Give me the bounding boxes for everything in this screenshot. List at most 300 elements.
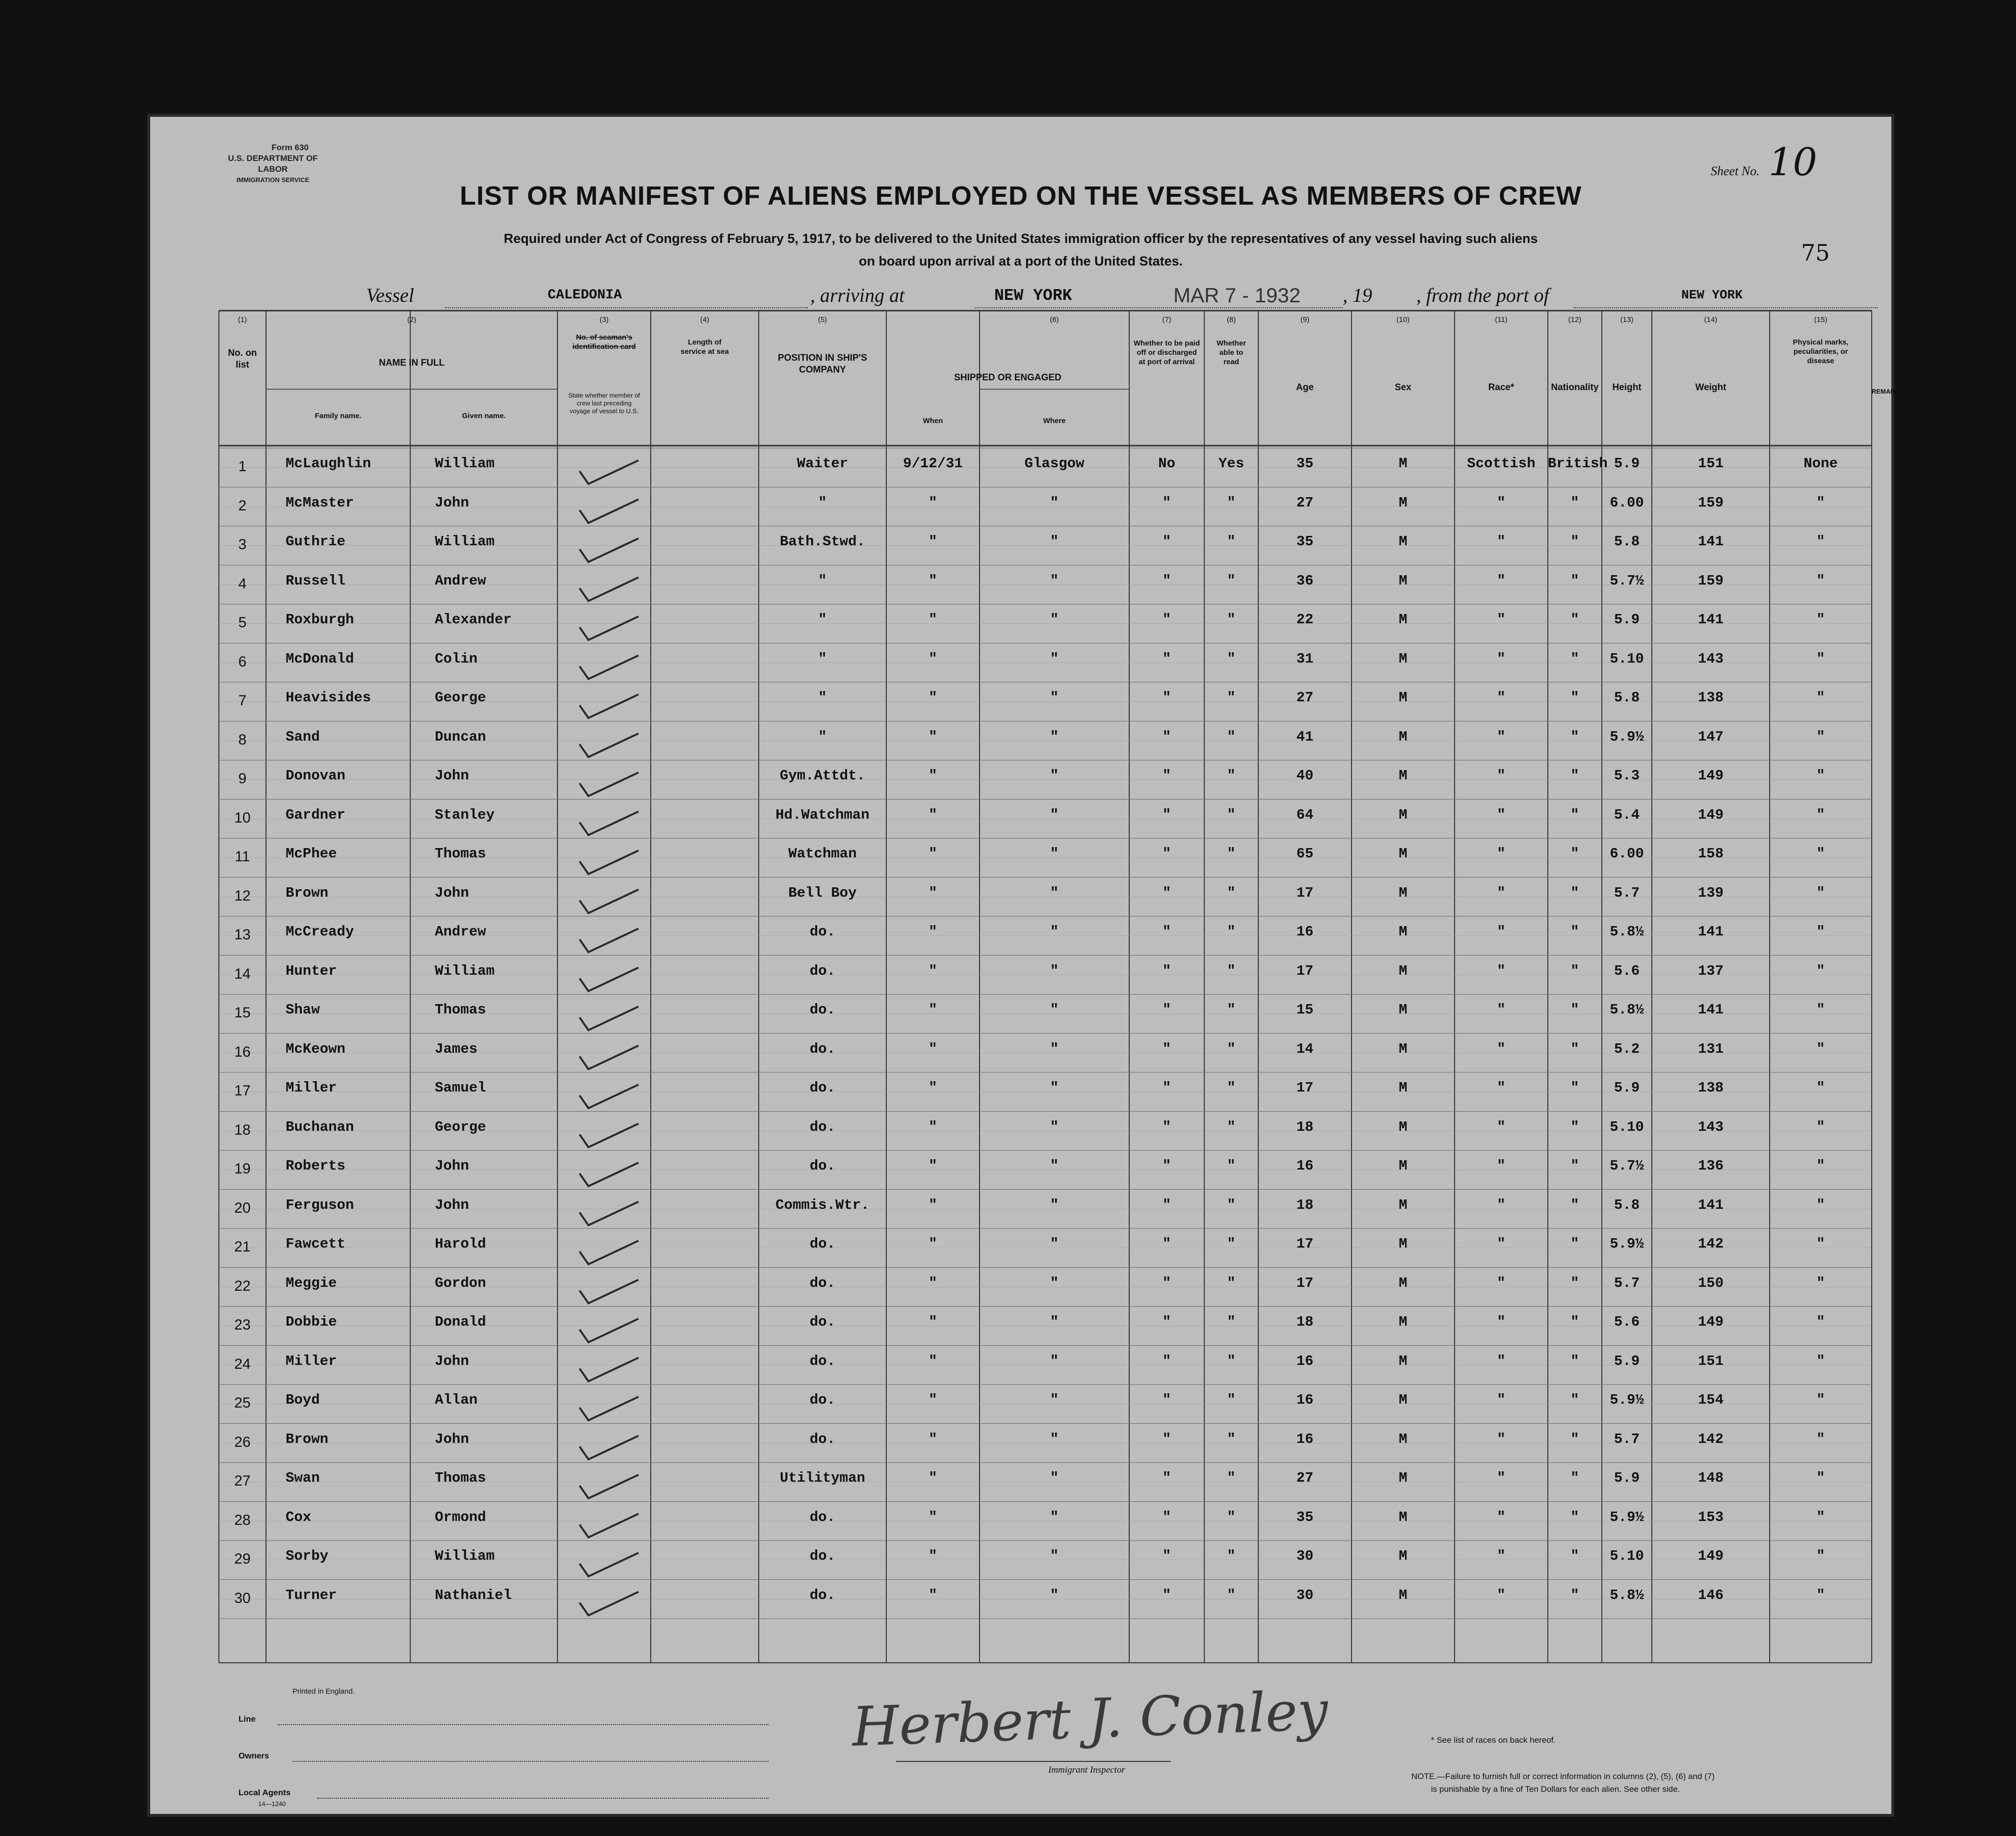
race-cell: " xyxy=(1497,1275,1506,1291)
given-name-cell: Colin xyxy=(435,650,478,667)
checkmark-icon xyxy=(580,500,638,523)
row-number: 18 xyxy=(234,1121,251,1138)
weight-cell: 141 xyxy=(1698,1002,1724,1018)
year-label: , 19 xyxy=(1343,284,1372,306)
where-cell: " xyxy=(1050,1470,1059,1486)
height-cell: 5.9½ xyxy=(1610,1236,1644,1252)
weight-cell: 141 xyxy=(1698,924,1724,940)
age-cell: 16 xyxy=(1296,1431,1314,1447)
where-cell: " xyxy=(1050,884,1059,901)
paid-off-cell: " xyxy=(1162,1158,1171,1174)
where-cell: " xyxy=(1050,1314,1059,1330)
row-number: 19 xyxy=(234,1161,251,1177)
read-cell: " xyxy=(1227,1080,1236,1096)
weight-cell: 141 xyxy=(1698,533,1724,550)
when-cell: " xyxy=(928,846,937,862)
row-number: 12 xyxy=(234,887,251,904)
given-name-cell: John xyxy=(435,1431,469,1447)
read-cell: " xyxy=(1227,1197,1236,1213)
family-name-cell: Brown xyxy=(286,1431,329,1447)
paid-off-cell: " xyxy=(1162,806,1171,823)
race-cell: " xyxy=(1497,650,1506,667)
where-cell: " xyxy=(1050,533,1059,550)
position-cell: do. xyxy=(809,1353,836,1369)
col-num-9: (9) xyxy=(1300,316,1310,324)
signature-line xyxy=(896,1761,1171,1762)
checkmark-icon xyxy=(580,890,638,913)
read-cell: " xyxy=(1227,1040,1236,1057)
paid-off-cell: " xyxy=(1162,1353,1171,1369)
given-name-cell: George xyxy=(435,690,486,706)
weight-cell: 154 xyxy=(1698,1392,1724,1408)
marks-cell: " xyxy=(1816,1040,1825,1057)
corner-number: 75 xyxy=(1801,239,1830,266)
when-cell: " xyxy=(928,1080,937,1096)
row-number: 20 xyxy=(234,1199,251,1216)
nationality-cell: " xyxy=(1570,1080,1579,1096)
marks-cell: " xyxy=(1816,728,1825,745)
age-cell: 30 xyxy=(1296,1587,1314,1603)
position-cell: do. xyxy=(809,1080,836,1096)
paid-off-cell: " xyxy=(1162,1314,1171,1330)
nationality-cell: " xyxy=(1570,1314,1579,1330)
position-cell: do. xyxy=(809,1118,836,1135)
subtitle-line-1: Required under Act of Congress of February 5, 1917, to be delivered to the United States immigration officer by the representatives of any vessel having such aliens xyxy=(504,231,1538,246)
position-cell: do. xyxy=(809,1392,836,1408)
weight-cell: 148 xyxy=(1698,1470,1724,1486)
paid-off-cell: " xyxy=(1162,690,1171,706)
family-name-cell: McKeown xyxy=(286,1040,345,1057)
nationality-cell: " xyxy=(1570,1392,1579,1408)
col-num-13: (13) xyxy=(1620,316,1634,324)
read-cell: " xyxy=(1227,533,1236,550)
paid-off-cell: No xyxy=(1158,455,1175,472)
read-cell: Yes xyxy=(1218,455,1245,472)
family-name-cell: McLaughlin xyxy=(286,455,371,472)
family-name-cell: Cox xyxy=(286,1509,312,1525)
where-cell: " xyxy=(1050,690,1059,706)
paid-off-cell: " xyxy=(1162,1470,1171,1486)
paid-off-cell: " xyxy=(1162,1040,1171,1057)
position-cell: do. xyxy=(809,1040,836,1057)
when-cell: " xyxy=(928,1392,937,1408)
checkmark-icon xyxy=(580,656,638,679)
header-remarks: REMARKS xyxy=(1872,388,1904,395)
printed-in: Printed in England. xyxy=(292,1687,355,1696)
checkmark-icon xyxy=(580,1280,638,1304)
marks-cell: " xyxy=(1816,962,1825,979)
race-cell: " xyxy=(1497,1587,1506,1603)
sex-cell: M xyxy=(1399,1431,1407,1447)
header-physical-marks: Physical marks, peculiarities, or disease xyxy=(1793,338,1849,365)
sex-cell: M xyxy=(1399,924,1407,940)
local-agents-label: Local Agents xyxy=(239,1788,291,1797)
nationality-cell: " xyxy=(1570,1002,1579,1018)
position-cell: " xyxy=(818,572,827,589)
when-cell: " xyxy=(928,1158,937,1174)
nationality-cell: " xyxy=(1570,1353,1579,1369)
sex-cell: M xyxy=(1399,494,1407,511)
position-cell: Bell Boy xyxy=(788,884,857,901)
marks-cell: None xyxy=(1804,455,1838,472)
where-cell: " xyxy=(1050,1587,1059,1603)
marks-cell: " xyxy=(1816,1548,1825,1564)
where-cell: " xyxy=(1050,494,1059,511)
from-label: , from the port of xyxy=(1416,284,1549,306)
position-cell: do. xyxy=(809,1509,836,1525)
family-name-cell: Heavisides xyxy=(286,690,371,706)
given-name-cell: Thomas xyxy=(435,1470,486,1486)
where-cell: " xyxy=(1050,768,1059,784)
height-cell: 5.8 xyxy=(1614,533,1640,550)
position-cell: " xyxy=(818,690,827,706)
sex-cell: M xyxy=(1399,1236,1407,1252)
age-cell: 35 xyxy=(1296,455,1314,472)
header-paid-off: Whether to be paid off or discharged at port of arrival xyxy=(1134,339,1200,366)
height-cell: 5.9 xyxy=(1614,455,1640,472)
race-cell: " xyxy=(1497,1314,1506,1330)
paid-off-cell: " xyxy=(1162,1002,1171,1018)
given-name-cell: Andrew xyxy=(435,924,486,940)
read-cell: " xyxy=(1227,1548,1236,1564)
nationality-cell: " xyxy=(1570,962,1579,979)
nationality-cell: " xyxy=(1570,806,1579,823)
paid-off-cell: " xyxy=(1162,1431,1171,1447)
when-cell: " xyxy=(928,924,937,940)
where-cell: " xyxy=(1050,650,1059,667)
height-cell: 6.00 xyxy=(1610,846,1644,862)
sex-cell: M xyxy=(1399,650,1407,667)
age-cell: 16 xyxy=(1296,1353,1314,1369)
when-cell: " xyxy=(928,1040,937,1057)
nationality-cell: " xyxy=(1570,768,1579,784)
nationality-cell: " xyxy=(1570,1470,1579,1486)
family-name-cell: Boyd xyxy=(286,1392,320,1408)
col-num-2: (2) xyxy=(407,316,417,324)
race-cell: " xyxy=(1497,768,1506,784)
header-family-name: Family name. xyxy=(315,412,362,420)
weight-cell: 141 xyxy=(1698,612,1724,628)
header-length-service: Length of service at sea xyxy=(680,338,729,356)
sex-cell: M xyxy=(1399,455,1407,472)
nationality-cell: " xyxy=(1570,612,1579,628)
marks-cell: " xyxy=(1816,650,1825,667)
paid-off-cell: " xyxy=(1162,612,1171,628)
read-cell: " xyxy=(1227,962,1236,979)
header-height: Height xyxy=(1612,382,1642,393)
when-cell: " xyxy=(928,768,937,784)
checkmark-icon xyxy=(580,1241,638,1264)
when-cell: " xyxy=(928,533,937,550)
age-cell: 15 xyxy=(1296,1002,1314,1018)
sex-cell: M xyxy=(1399,1118,1407,1135)
read-cell: " xyxy=(1227,1353,1236,1369)
vessel-name: CALEDONIA xyxy=(548,288,622,303)
where-cell: " xyxy=(1050,1392,1059,1408)
height-cell: 5.7 xyxy=(1614,884,1640,901)
note-line-2: is punishable by a fine of Ten Dollars for each alien. See other side. xyxy=(1431,1784,1680,1794)
where-cell: " xyxy=(1050,1158,1059,1174)
paid-off-cell: " xyxy=(1162,728,1171,745)
sex-cell: M xyxy=(1399,1040,1407,1057)
marks-cell: " xyxy=(1816,690,1825,706)
read-cell: " xyxy=(1227,1118,1236,1135)
age-cell: 27 xyxy=(1296,690,1314,706)
weight-cell: 151 xyxy=(1698,455,1724,472)
nationality-cell: " xyxy=(1570,1040,1579,1057)
when-cell: " xyxy=(928,690,937,706)
col-num-1: (1) xyxy=(238,316,247,324)
age-cell: 18 xyxy=(1296,1118,1314,1135)
checkmark-icon xyxy=(580,1475,638,1498)
height-cell: 5.10 xyxy=(1610,1548,1644,1564)
row-number: 8 xyxy=(238,731,247,748)
col-num-12: (12) xyxy=(1568,316,1582,324)
given-name-cell: Ormond xyxy=(435,1509,486,1525)
family-name-cell: Swan xyxy=(286,1470,320,1486)
header-name-in-full: NAME IN FULL xyxy=(378,358,445,368)
given-name-cell: Samuel xyxy=(435,1080,486,1096)
given-name-cell: Nathaniel xyxy=(435,1587,512,1603)
col-num-7: (7) xyxy=(1162,316,1171,324)
where-cell: " xyxy=(1050,924,1059,940)
race-cell: " xyxy=(1497,1080,1506,1096)
paid-off-cell: " xyxy=(1162,884,1171,901)
marks-cell: " xyxy=(1816,1509,1825,1525)
weight-cell: 149 xyxy=(1698,1548,1724,1564)
sex-cell: M xyxy=(1399,884,1407,901)
when-cell: " xyxy=(928,1197,937,1213)
nationality-cell: " xyxy=(1570,846,1579,862)
sex-cell: M xyxy=(1399,1158,1407,1174)
from-port: NEW YORK xyxy=(1681,288,1743,302)
where-cell: " xyxy=(1050,962,1059,979)
age-cell: 22 xyxy=(1296,612,1314,628)
weight-cell: 131 xyxy=(1698,1040,1724,1057)
row-number: 17 xyxy=(234,1083,251,1099)
paid-off-cell: " xyxy=(1162,494,1171,511)
row-number: 15 xyxy=(234,1005,251,1021)
row-number: 16 xyxy=(234,1043,251,1060)
when-cell: " xyxy=(928,1431,937,1447)
sex-cell: M xyxy=(1399,1392,1407,1408)
sex-cell: M xyxy=(1399,1353,1407,1369)
marks-cell: " xyxy=(1816,806,1825,823)
height-cell: 5.7 xyxy=(1614,1275,1640,1291)
height-cell: 5.8½ xyxy=(1610,1002,1644,1018)
given-name-cell: Thomas xyxy=(435,1002,486,1018)
paid-off-cell: " xyxy=(1162,1236,1171,1252)
where-cell: " xyxy=(1050,1275,1059,1291)
given-name-cell: James xyxy=(435,1040,478,1057)
col-num-8: (8) xyxy=(1226,316,1236,324)
race-cell: " xyxy=(1497,1431,1506,1447)
height-cell: 5.10 xyxy=(1610,650,1644,667)
position-cell: " xyxy=(818,728,827,745)
checkmark-icon xyxy=(580,1319,638,1342)
paid-off-cell: " xyxy=(1162,1118,1171,1135)
race-cell: " xyxy=(1497,1470,1506,1486)
when-cell: " xyxy=(928,1470,937,1486)
family-name-cell: Miller xyxy=(286,1353,337,1369)
header-seaman-card: No. of seaman's identification card xyxy=(572,333,636,351)
col-num-14: (14) xyxy=(1704,316,1718,324)
marks-cell: " xyxy=(1816,846,1825,862)
read-cell: " xyxy=(1227,572,1236,589)
checkmark-icon xyxy=(580,1358,638,1382)
where-cell: " xyxy=(1050,806,1059,823)
row-number: 21 xyxy=(234,1239,251,1255)
age-cell: 30 xyxy=(1296,1548,1314,1564)
given-name-cell: Duncan xyxy=(435,728,486,745)
race-cell: " xyxy=(1497,1002,1506,1018)
nationality-cell: " xyxy=(1570,1548,1579,1564)
sex-cell: M xyxy=(1399,1470,1407,1486)
header-position: POSITION IN SHIP'S COMPANY xyxy=(778,353,867,375)
family-name-cell: Gardner xyxy=(286,806,345,823)
height-cell: 5.10 xyxy=(1610,1118,1644,1135)
weight-cell: 149 xyxy=(1698,806,1724,823)
header-weight: Weight xyxy=(1695,382,1726,393)
when-cell: " xyxy=(928,728,937,745)
paid-off-cell: " xyxy=(1162,572,1171,589)
race-cell: " xyxy=(1497,690,1506,706)
read-cell: " xyxy=(1227,1470,1236,1486)
marks-cell: " xyxy=(1816,1197,1825,1213)
nationality-cell: " xyxy=(1570,1431,1579,1447)
row-number: 24 xyxy=(234,1356,251,1372)
marks-cell: " xyxy=(1816,612,1825,628)
when-cell: " xyxy=(928,650,937,667)
position-cell: do. xyxy=(809,924,836,940)
given-name-cell: Allan xyxy=(435,1392,478,1408)
position-cell: Gym.Attdt. xyxy=(779,768,866,784)
given-name-cell: John xyxy=(435,1158,469,1174)
read-cell: " xyxy=(1227,690,1236,706)
header-when: When xyxy=(923,417,943,425)
col-num-4: (4) xyxy=(700,316,710,324)
height-cell: 5.9 xyxy=(1614,1353,1640,1369)
position-cell: do. xyxy=(809,1548,836,1564)
paid-off-cell: " xyxy=(1162,533,1171,550)
where-cell: " xyxy=(1050,728,1059,745)
when-cell: " xyxy=(928,1548,937,1564)
where-cell: " xyxy=(1050,572,1059,589)
marks-cell: " xyxy=(1816,1470,1825,1486)
nationality-cell: " xyxy=(1570,533,1579,550)
height-cell: 5.9 xyxy=(1614,1080,1640,1096)
when-cell: " xyxy=(928,1509,937,1525)
when-cell: " xyxy=(928,572,937,589)
row-number: 27 xyxy=(234,1473,251,1489)
checkmark-icon xyxy=(580,851,638,874)
owners-field xyxy=(292,1761,769,1762)
height-cell: 5.2 xyxy=(1614,1040,1640,1057)
line-label: Line xyxy=(239,1714,256,1724)
age-cell: 14 xyxy=(1296,1040,1314,1057)
row-number: 10 xyxy=(234,809,251,826)
sex-cell: M xyxy=(1399,1314,1407,1330)
given-name-cell: John xyxy=(435,768,469,784)
given-name-cell: Donald xyxy=(435,1314,486,1330)
given-name-cell: George xyxy=(435,1118,486,1135)
weight-cell: 143 xyxy=(1698,650,1724,667)
checkmark-icon xyxy=(580,1397,638,1420)
col-num-6: (6) xyxy=(1050,316,1059,324)
age-cell: 64 xyxy=(1296,806,1314,823)
when-cell: " xyxy=(928,806,937,823)
checkmark-icon xyxy=(580,1592,638,1616)
read-cell: " xyxy=(1227,1158,1236,1174)
position-cell: Commis.Wtr. xyxy=(775,1197,870,1213)
family-name-cell: Brown xyxy=(286,884,329,901)
nationality-cell: " xyxy=(1570,1236,1579,1252)
read-cell: " xyxy=(1227,1002,1236,1018)
height-cell: 5.9 xyxy=(1614,612,1640,628)
row-number: 7 xyxy=(238,692,247,709)
read-cell: " xyxy=(1227,1587,1236,1603)
height-cell: 5.7½ xyxy=(1610,1158,1644,1174)
header-where: Where xyxy=(1043,417,1066,425)
age-cell: 31 xyxy=(1296,650,1314,667)
family-name-cell: Ferguson xyxy=(286,1197,354,1213)
position-cell: Waiter xyxy=(796,455,849,472)
read-cell: " xyxy=(1227,846,1236,862)
given-name-cell: Harold xyxy=(435,1236,486,1252)
given-name-cell: Andrew xyxy=(435,572,486,589)
weight-cell: 142 xyxy=(1698,1431,1724,1447)
checkmark-icon xyxy=(580,1163,638,1186)
when-cell: " xyxy=(928,1314,937,1330)
race-cell: " xyxy=(1497,1040,1506,1057)
nationality-cell: " xyxy=(1570,884,1579,901)
read-cell: " xyxy=(1227,1509,1236,1525)
marks-cell: " xyxy=(1816,1275,1825,1291)
age-cell: 36 xyxy=(1296,572,1314,589)
age-cell: 16 xyxy=(1296,1158,1314,1174)
given-name-cell: John xyxy=(435,494,469,511)
row-number: 11 xyxy=(235,849,250,865)
race-cell: " xyxy=(1497,1509,1506,1525)
sex-cell: M xyxy=(1399,1197,1407,1213)
race-cell: " xyxy=(1497,846,1506,862)
read-cell: " xyxy=(1227,650,1236,667)
when-cell: " xyxy=(928,962,937,979)
when-cell: " xyxy=(928,1275,937,1291)
position-cell: Bath.Stwd. xyxy=(779,533,866,550)
height-cell: 5.7 xyxy=(1614,1431,1640,1447)
paid-off-cell: " xyxy=(1162,846,1171,862)
height-cell: 5.7½ xyxy=(1610,572,1644,589)
row-number: 14 xyxy=(234,965,251,982)
weight-cell: 159 xyxy=(1698,494,1724,511)
age-cell: 16 xyxy=(1296,1392,1314,1408)
marks-cell: " xyxy=(1816,533,1825,550)
age-cell: 27 xyxy=(1296,1470,1314,1486)
when-cell: " xyxy=(928,884,937,901)
age-cell: 40 xyxy=(1296,768,1314,784)
sex-cell: M xyxy=(1399,768,1407,784)
height-cell: 5.8 xyxy=(1614,690,1640,706)
weight-cell: 143 xyxy=(1698,1118,1724,1135)
family-name-cell: Miller xyxy=(286,1080,337,1096)
weight-cell: 136 xyxy=(1698,1158,1724,1174)
position-cell: Hd.Watchman xyxy=(775,806,870,823)
header-nationality: Nationality xyxy=(1551,382,1599,393)
nationality-cell: " xyxy=(1570,494,1579,511)
when-cell: " xyxy=(928,1587,937,1603)
sex-cell: M xyxy=(1399,1080,1407,1096)
